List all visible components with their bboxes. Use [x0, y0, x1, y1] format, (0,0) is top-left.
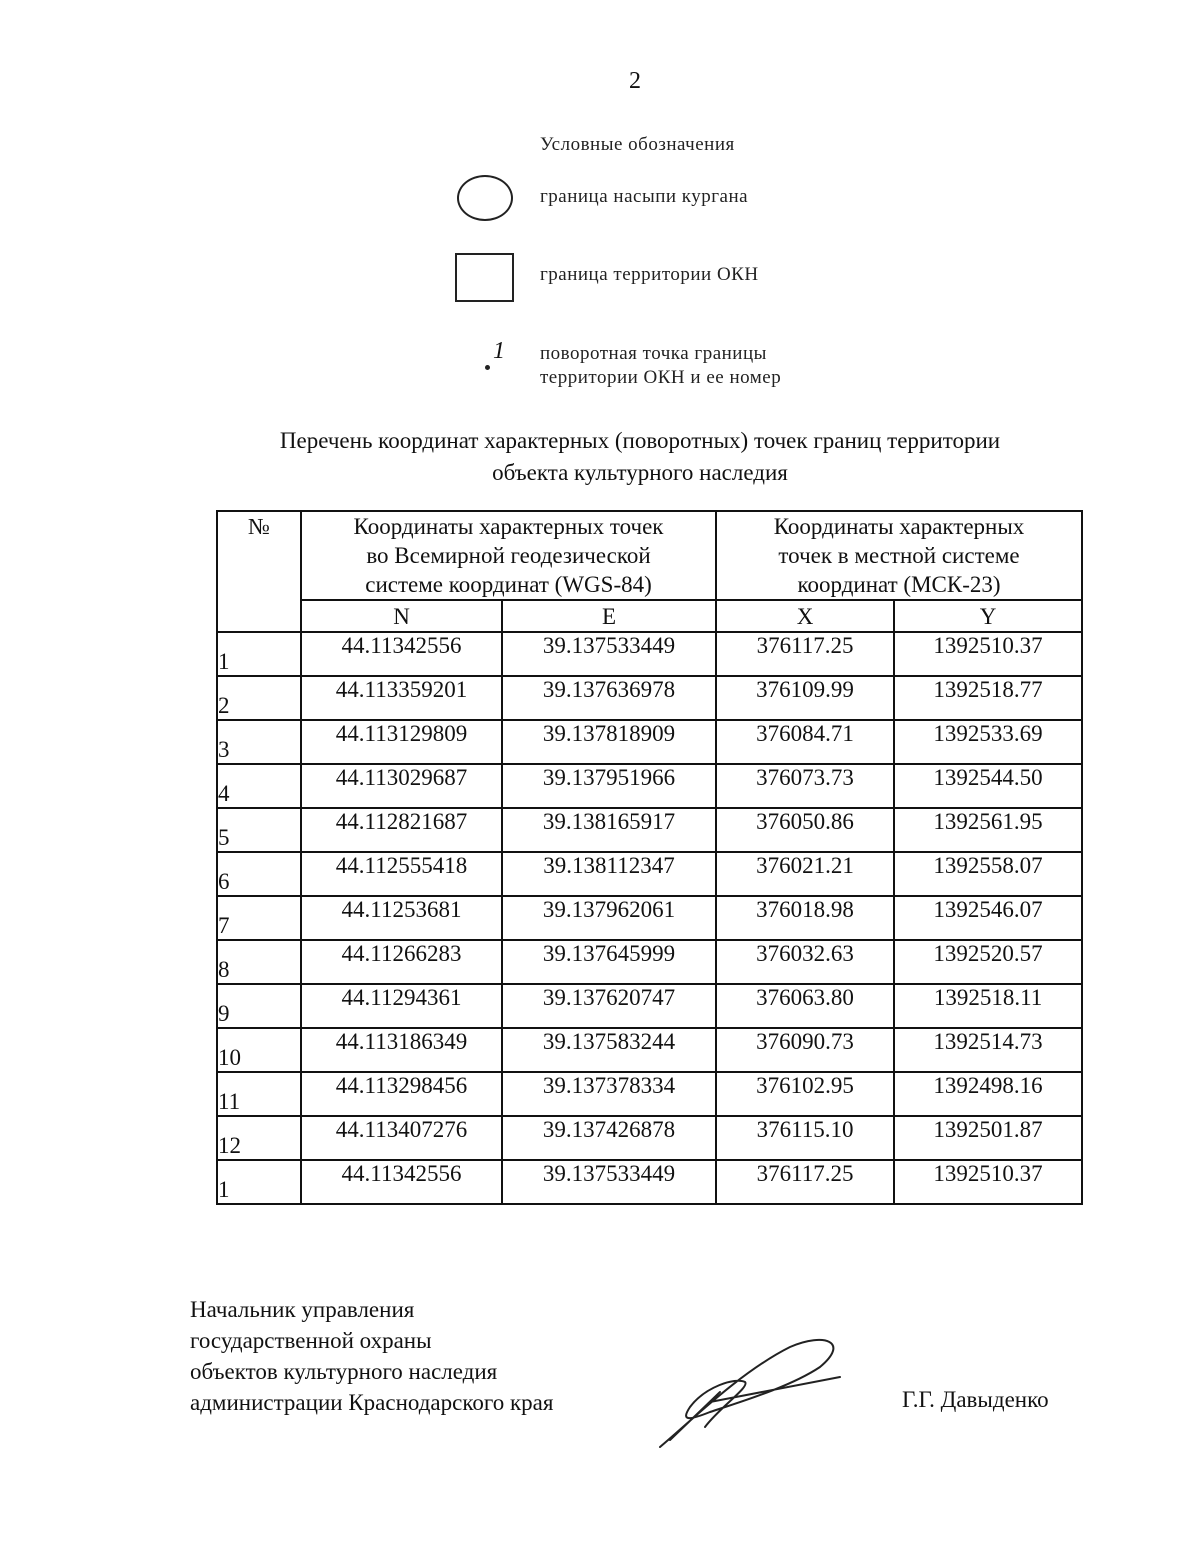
wgs-header-line2: во Всемирной геодезической	[366, 543, 651, 568]
msk-x-cell: 376073.73	[716, 764, 894, 808]
msk-y-cell: 1392518.11	[894, 984, 1082, 1028]
msk-y-cell: 1392533.69	[894, 720, 1082, 764]
point-number-cell: 1	[217, 1160, 301, 1204]
wgs-header-line1: Координаты характерных точек	[353, 514, 664, 539]
table-row	[217, 720, 1082, 764]
turning-point-dot-icon	[485, 365, 490, 370]
msk-x-cell: 376032.63	[716, 940, 894, 984]
signatory-name: Г.Г. Давыденко	[902, 1387, 1049, 1412]
wgs-e-cell: 39.137951966	[502, 764, 716, 808]
wgs-e-cell: 39.138112347	[502, 852, 716, 896]
sub-header-n: N	[301, 600, 502, 632]
msk-x-cell: 376084.71	[716, 720, 894, 764]
msk-y-cell: 1392558.07	[894, 852, 1082, 896]
signature-line3: объектов культурного наследия	[190, 1359, 498, 1384]
legend-turning-point	[540, 342, 781, 390]
table-body	[217, 632, 1082, 1204]
okn-boundary-square-icon	[455, 253, 514, 302]
table-row	[217, 632, 1082, 676]
wgs-header-line3: системе координат (WGS-84)	[365, 572, 652, 597]
msk-y-cell: 1392520.57	[894, 940, 1082, 984]
msk-x-cell: 376018.98	[716, 896, 894, 940]
wgs-n-cell: 44.11266283	[301, 940, 502, 984]
msk-y-cell: 1392498.16	[894, 1072, 1082, 1116]
wgs-n-cell: 44.11294361	[301, 984, 502, 1028]
wgs-e-cell: 39.137636978	[502, 676, 716, 720]
table-row	[217, 1072, 1082, 1116]
num-header: №	[217, 511, 301, 632]
point-number-cell: 5	[217, 808, 301, 852]
wgs-n-cell: 44.11342556	[301, 1160, 502, 1204]
point-number-cell: 6	[217, 852, 301, 896]
point-number-cell: 2	[217, 676, 301, 720]
msk-x-cell: 376050.86	[716, 808, 894, 852]
sub-header-x: X	[716, 600, 894, 632]
table-subheader-row	[217, 600, 1082, 632]
table-row	[217, 940, 1082, 984]
coordinates-table	[216, 510, 1083, 1205]
table-row	[217, 852, 1082, 896]
wgs-n-cell: 44.112821687	[301, 808, 502, 852]
msk-y-cell: 1392546.07	[894, 896, 1082, 940]
sub-header-e: E	[502, 600, 716, 632]
wgs-n-cell: 44.113359201	[301, 676, 502, 720]
wgs-n-cell: 44.113029687	[301, 764, 502, 808]
msk-x-cell: 376109.99	[716, 676, 894, 720]
msk-x-cell: 376021.21	[716, 852, 894, 896]
table-row	[217, 896, 1082, 940]
signature-line4: администрации Краснодарского края	[190, 1390, 554, 1415]
msk-y-cell: 1392501.87	[894, 1116, 1082, 1160]
point-number-cell: 7	[217, 896, 301, 940]
table-header-row	[217, 511, 1082, 600]
wgs-e-cell: 39.137426878	[502, 1116, 716, 1160]
handwritten-signature	[650, 1332, 850, 1452]
point-number-cell: 9	[217, 984, 301, 1028]
wgs-e-cell: 39.137533449	[502, 1160, 716, 1204]
turning-point-number: 1	[493, 338, 505, 364]
msk-y-cell: 1392544.50	[894, 764, 1082, 808]
point-number-cell: 3	[217, 720, 301, 764]
document-title-line2: объекта культурного наследия	[492, 460, 788, 485]
wgs-e-cell: 39.138165917	[502, 808, 716, 852]
legend-mound-boundary: граница насыпи кургана	[540, 186, 749, 207]
msk-y-cell: 1392518.77	[894, 676, 1082, 720]
wgs-n-cell: 44.11342556	[301, 632, 502, 676]
legend-turning-point-line1: поворотная точка границы	[540, 343, 767, 364]
wgs-e-cell: 39.137583244	[502, 1028, 716, 1072]
wgs-e-cell: 39.137818909	[502, 720, 716, 764]
table-row	[217, 1116, 1082, 1160]
signature-line2: государственной охраны	[190, 1328, 432, 1353]
table-row	[217, 1028, 1082, 1072]
msk-y-cell: 1392561.95	[894, 808, 1082, 852]
msk-header	[716, 511, 1082, 600]
point-number-cell: 11	[217, 1072, 301, 1116]
point-number-cell: 10	[217, 1028, 301, 1072]
wgs-e-cell: 39.137378334	[502, 1072, 716, 1116]
wgs-e-cell: 39.137620747	[502, 984, 716, 1028]
msk-x-cell: 376117.25	[716, 632, 894, 676]
wgs-e-cell: 39.137533449	[502, 632, 716, 676]
msk-header-line3: координат (МСК-23)	[797, 572, 1001, 597]
point-number-cell: 8	[217, 940, 301, 984]
table-row	[217, 984, 1082, 1028]
sub-header-y: Y	[894, 600, 1082, 632]
mound-boundary-circle-icon	[457, 175, 513, 221]
msk-y-cell: 1392510.37	[894, 632, 1082, 676]
table-row	[217, 764, 1082, 808]
point-number-cell: 1	[217, 632, 301, 676]
legend-title: Условные обозначения	[540, 134, 735, 155]
table-row	[217, 808, 1082, 852]
signature-line1: Начальник управления	[190, 1297, 415, 1322]
legend-turning-point-line2: территории ОКН и ее номер	[540, 367, 782, 388]
table-row	[217, 1160, 1082, 1204]
document-title-line1: Перечень координат характерных (поворотных) точек границ территории	[279, 428, 1001, 453]
msk-x-cell: 376102.95	[716, 1072, 894, 1116]
msk-x-cell: 376090.73	[716, 1028, 894, 1072]
point-number-cell: 12	[217, 1116, 301, 1160]
signature-position	[190, 1294, 553, 1418]
wgs-e-cell: 39.137962061	[502, 896, 716, 940]
msk-x-cell: 376117.25	[716, 1160, 894, 1204]
wgs-n-cell: 44.113407276	[301, 1116, 502, 1160]
msk-x-cell: 376063.80	[716, 984, 894, 1028]
legend-okn-boundary: граница территории ОКН	[540, 264, 759, 285]
point-number-cell: 4	[217, 764, 301, 808]
msk-header-line1: Координаты характерных	[773, 514, 1025, 539]
wgs-n-cell: 44.113129809	[301, 720, 502, 764]
wgs-header	[301, 511, 716, 600]
page-number: 2	[629, 68, 641, 94]
msk-y-cell: 1392514.73	[894, 1028, 1082, 1072]
wgs-n-cell: 44.112555418	[301, 852, 502, 896]
wgs-n-cell: 44.113298456	[301, 1072, 502, 1116]
msk-x-cell: 376115.10	[716, 1116, 894, 1160]
wgs-n-cell: 44.11253681	[301, 896, 502, 940]
wgs-n-cell: 44.113186349	[301, 1028, 502, 1072]
table-row	[217, 676, 1082, 720]
msk-header-line2: точек в местной системе	[778, 543, 1020, 568]
document-title	[200, 425, 1080, 489]
msk-y-cell: 1392510.37	[894, 1160, 1082, 1204]
wgs-e-cell: 39.137645999	[502, 940, 716, 984]
